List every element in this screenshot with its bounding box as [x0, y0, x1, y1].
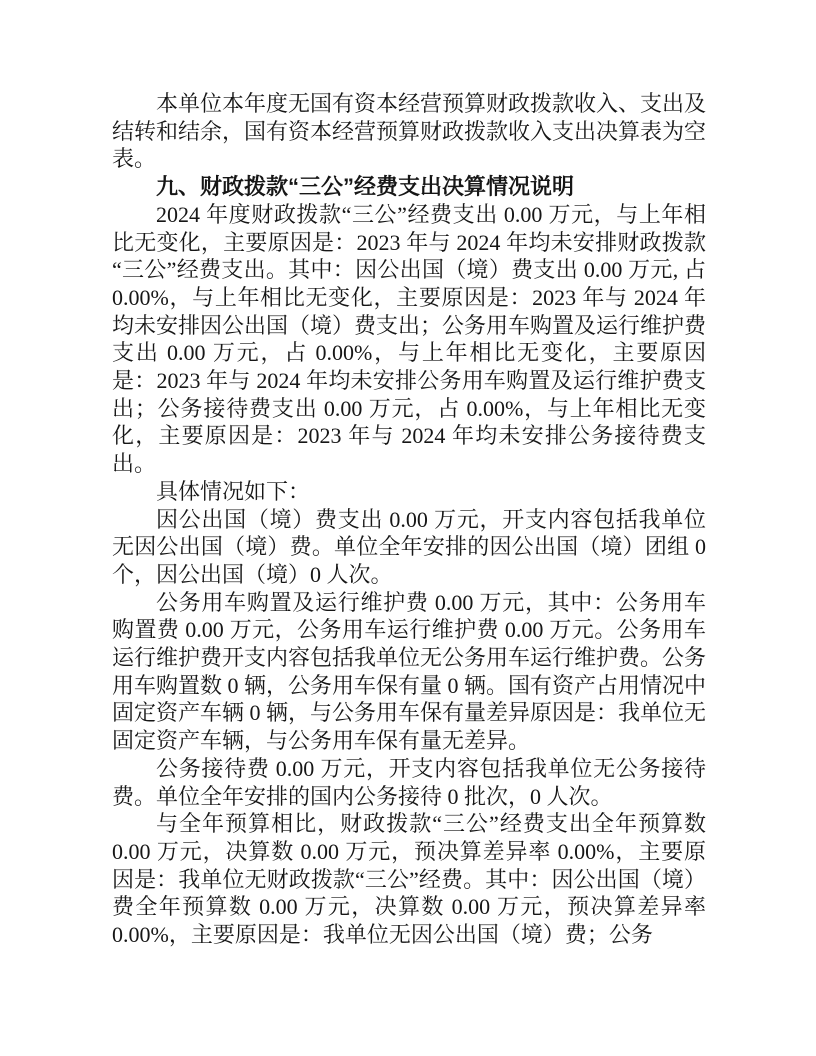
paragraph-abroad-expense: 因公出国（境）费支出 0.00 万元，开支内容包括我单位无因公出国（境）费。单位全年安排的因公出国（境）团组 0 个，因公出国（境）0 人次。 — [112, 506, 706, 587]
paragraph-budget-comparison: 与全年预算相比，财政拨款“三公”经费支出全年预算数 0.00 万元，决算数 0.00 万元，预决算差异率 0.00%，主要原因是：我单位无财政拨款“三公”经费。其中：因公出国（境）费全年预算数 0.00 万元，决算数 0.00 万元，预决算差异率 0.00%，主要原因是：我单位无因公出国（境）费；公务 — [112, 811, 706, 948]
paragraph-state-capital-note: 本单位本年度无国有资本经营预算财政拨款收入、支出及结转和结余，国有资本经营预算财政拨款收入支出决算表为空表。 — [112, 91, 707, 172]
paragraph-reception-expense: 公务接待费 0.00 万元，开支内容包括我单位无公务接待费。单位全年安排的国内公务接待 0 批次，0 人次。 — [112, 755, 706, 809]
document-text-block — [112, 90, 706, 949]
paragraph-details-intro: 具体情况如下： — [156, 478, 311, 504]
section-heading-three-public-funds: 九、财政拨款“三公”经费支出决算情况说明 — [156, 174, 575, 200]
paragraph-three-public-overview: 2024 年度财政拨款“三公”经费支出 0.00 万元，与上年相比无变化，主要原因是：2023 年与 2024 年均未安排财政拨款“三公”经费支出。其中：因公出国（境）费支出 0.00 万元, 占 0.00%，与上年相比无变化，主要原因是：2023 年与 2024 年均未安排因公出国（境）费支出；公务用车购置及运行维护费支出 0.00 万元，占 0.00%，与上年相比无变化，主要原因是：2023 年与 2024 年均未安排公务用车购置及运行维护费支出；公务接待费支出 0.00 万元，占 0.00%，与上年相比无变化，主要原因是：2023 年与 2024 年均未安排公务接待费支出。 — [112, 201, 707, 477]
paragraph-vehicle-expense: 公务用车购置及运行维护费 0.00 万元，其中：公务用车购置费 0.00 万元，公务用车运行维护费 0.00 万元。公务用车运行维护费开支内容包括我单位无公务用车运行维护费。公务用车购置数 0 辆，公务用车保有量 0 辆。国有资产占用情况中固定资产车辆 0 辆，与公务用车保有量差异原因是：我单位无固定资产车辆，与公务用车保有量无差异。 — [112, 589, 707, 754]
